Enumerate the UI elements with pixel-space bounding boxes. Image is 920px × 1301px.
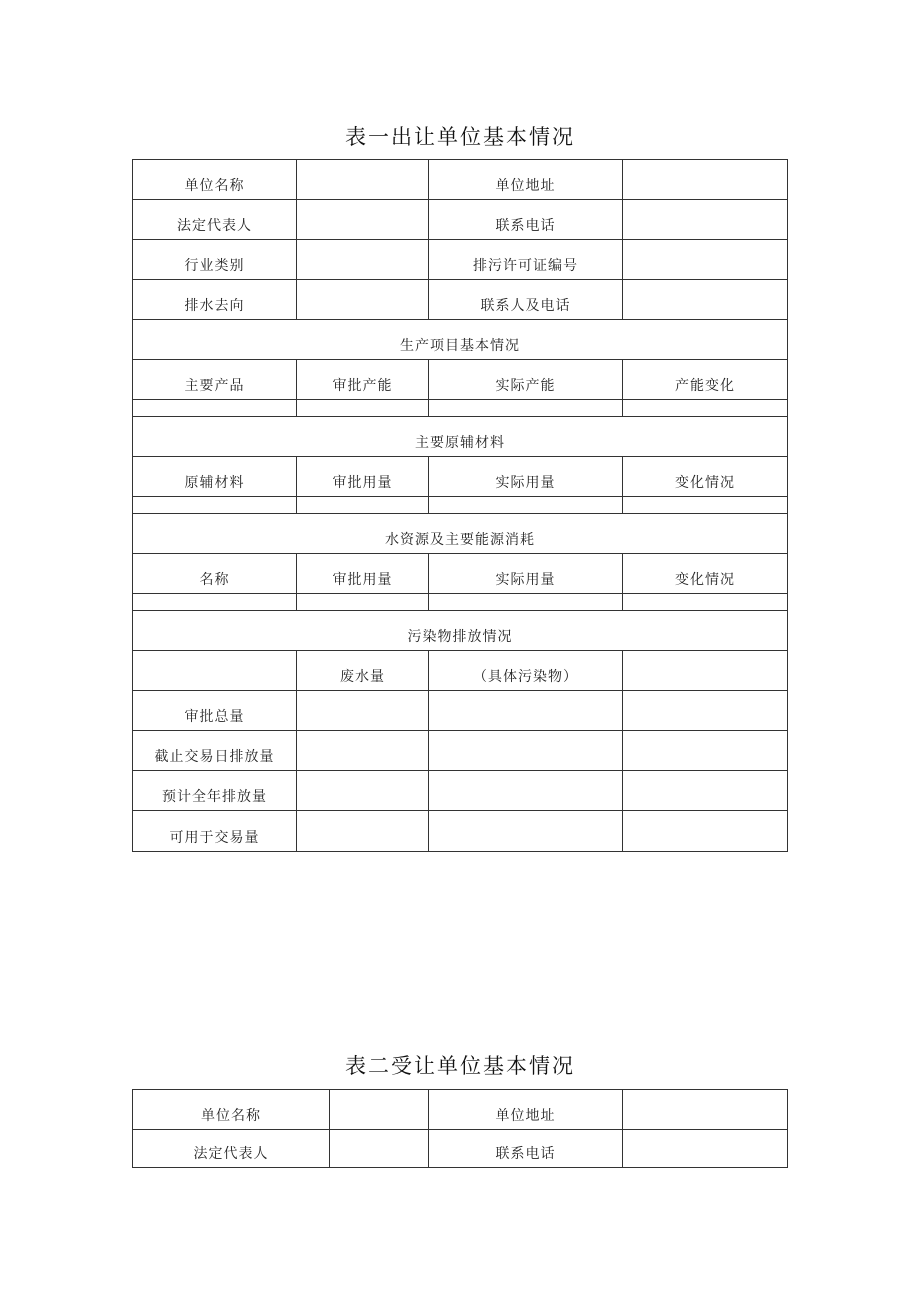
table-row bbox=[133, 731, 788, 771]
table-row bbox=[133, 1130, 788, 1168]
label-legal-representative: 法定代表人 bbox=[133, 200, 297, 240]
column-header: 原辅材料 bbox=[133, 457, 297, 497]
input-cell[interactable] bbox=[623, 594, 788, 611]
table-header-row bbox=[133, 554, 788, 594]
column-header bbox=[133, 651, 297, 691]
column-header: （具体污染物） bbox=[429, 651, 623, 691]
label-phone: 联系电话 bbox=[429, 1130, 623, 1168]
input-cell[interactable] bbox=[133, 594, 297, 611]
table-row bbox=[133, 497, 788, 514]
input-phone[interactable] bbox=[623, 200, 788, 240]
input-cell[interactable] bbox=[623, 497, 788, 514]
table-row bbox=[133, 691, 788, 731]
input-cell[interactable] bbox=[623, 771, 788, 811]
column-header: 主要产品 bbox=[133, 360, 297, 400]
section-row bbox=[133, 611, 788, 651]
column-header: 审批用量 bbox=[297, 554, 429, 594]
input-legal-representative[interactable] bbox=[330, 1130, 429, 1168]
table-row bbox=[133, 200, 788, 240]
input-cell[interactable] bbox=[133, 497, 297, 514]
input-unit-address[interactable] bbox=[623, 1090, 788, 1130]
row-label-tradable-amount: 可用于交易量 bbox=[133, 811, 297, 852]
section-heading-pollutants: 污染物排放情况 bbox=[133, 611, 788, 651]
transferor-info-table bbox=[132, 159, 788, 852]
table-row bbox=[133, 280, 788, 320]
table1-title: 表一出让单位基本情况 bbox=[345, 125, 575, 149]
input-drainage-destination[interactable] bbox=[297, 280, 429, 320]
column-header: 实际用量 bbox=[429, 554, 623, 594]
label-permit-number: 排污许可证编号 bbox=[429, 240, 623, 280]
label-unit-name: 单位名称 bbox=[133, 1090, 330, 1130]
table-row bbox=[133, 594, 788, 611]
input-cell[interactable] bbox=[297, 811, 429, 852]
label-contact-person: 联系人及电话 bbox=[429, 280, 623, 320]
section-row bbox=[133, 514, 788, 554]
input-unit-name[interactable] bbox=[297, 160, 429, 200]
input-cell[interactable] bbox=[429, 731, 623, 771]
input-cell[interactable] bbox=[133, 400, 297, 417]
table-row bbox=[133, 811, 788, 852]
row-label-approved-total: 审批总量 bbox=[133, 691, 297, 731]
table-row bbox=[133, 771, 788, 811]
input-permit-number[interactable] bbox=[623, 240, 788, 280]
column-header: 名称 bbox=[133, 554, 297, 594]
column-header bbox=[623, 651, 788, 691]
column-header: 变化情况 bbox=[623, 457, 788, 497]
input-contact-person[interactable] bbox=[623, 280, 788, 320]
input-cell[interactable] bbox=[429, 691, 623, 731]
table-header-row bbox=[133, 360, 788, 400]
table-header-row bbox=[133, 651, 788, 691]
table-row bbox=[133, 1090, 788, 1130]
label-unit-address: 单位地址 bbox=[429, 160, 623, 200]
section-row bbox=[133, 320, 788, 360]
input-legal-representative[interactable] bbox=[297, 200, 429, 240]
input-cell[interactable] bbox=[429, 400, 623, 417]
label-legal-representative: 法定代表人 bbox=[133, 1130, 330, 1168]
input-cell[interactable] bbox=[623, 400, 788, 417]
input-cell[interactable] bbox=[297, 497, 429, 514]
label-unit-name: 单位名称 bbox=[133, 160, 297, 200]
transferee-info-table bbox=[132, 1089, 788, 1168]
section-row bbox=[133, 417, 788, 457]
section-heading-production: 生产项目基本情况 bbox=[133, 320, 788, 360]
input-phone[interactable] bbox=[623, 1130, 788, 1168]
input-unit-name[interactable] bbox=[330, 1090, 429, 1130]
table-row bbox=[133, 160, 788, 200]
label-phone: 联系电话 bbox=[429, 200, 623, 240]
row-label-annual-estimate: 预计全年排放量 bbox=[133, 771, 297, 811]
label-drainage-destination: 排水去向 bbox=[133, 280, 297, 320]
input-cell[interactable] bbox=[623, 731, 788, 771]
table-header-row bbox=[133, 457, 788, 497]
column-header: 审批产能 bbox=[297, 360, 429, 400]
table2-title: 表二受让单位基本情况 bbox=[345, 1054, 575, 1078]
column-header: 变化情况 bbox=[623, 554, 788, 594]
input-cell[interactable] bbox=[297, 400, 429, 417]
input-unit-address[interactable] bbox=[623, 160, 788, 200]
label-unit-address: 单位地址 bbox=[429, 1090, 623, 1130]
table-row bbox=[133, 240, 788, 280]
input-cell[interactable] bbox=[429, 594, 623, 611]
label-industry-category: 行业类别 bbox=[133, 240, 297, 280]
table-row bbox=[133, 400, 788, 417]
column-header: 实际用量 bbox=[429, 457, 623, 497]
input-cell[interactable] bbox=[297, 691, 429, 731]
input-cell[interactable] bbox=[429, 811, 623, 852]
input-cell[interactable] bbox=[297, 771, 429, 811]
input-cell[interactable] bbox=[429, 771, 623, 811]
column-header: 实际产能 bbox=[429, 360, 623, 400]
section-heading-materials: 主要原辅材料 bbox=[133, 417, 788, 457]
row-label-discharged-to-date: 截止交易日排放量 bbox=[133, 731, 297, 771]
column-header: 废水量 bbox=[297, 651, 429, 691]
input-cell[interactable] bbox=[297, 594, 429, 611]
input-cell[interactable] bbox=[429, 497, 623, 514]
input-cell[interactable] bbox=[623, 811, 788, 852]
section-heading-energy: 水资源及主要能源消耗 bbox=[133, 514, 788, 554]
column-header: 产能变化 bbox=[623, 360, 788, 400]
input-cell[interactable] bbox=[297, 731, 429, 771]
column-header: 审批用量 bbox=[297, 457, 429, 497]
input-industry-category[interactable] bbox=[297, 240, 429, 280]
input-cell[interactable] bbox=[623, 691, 788, 731]
